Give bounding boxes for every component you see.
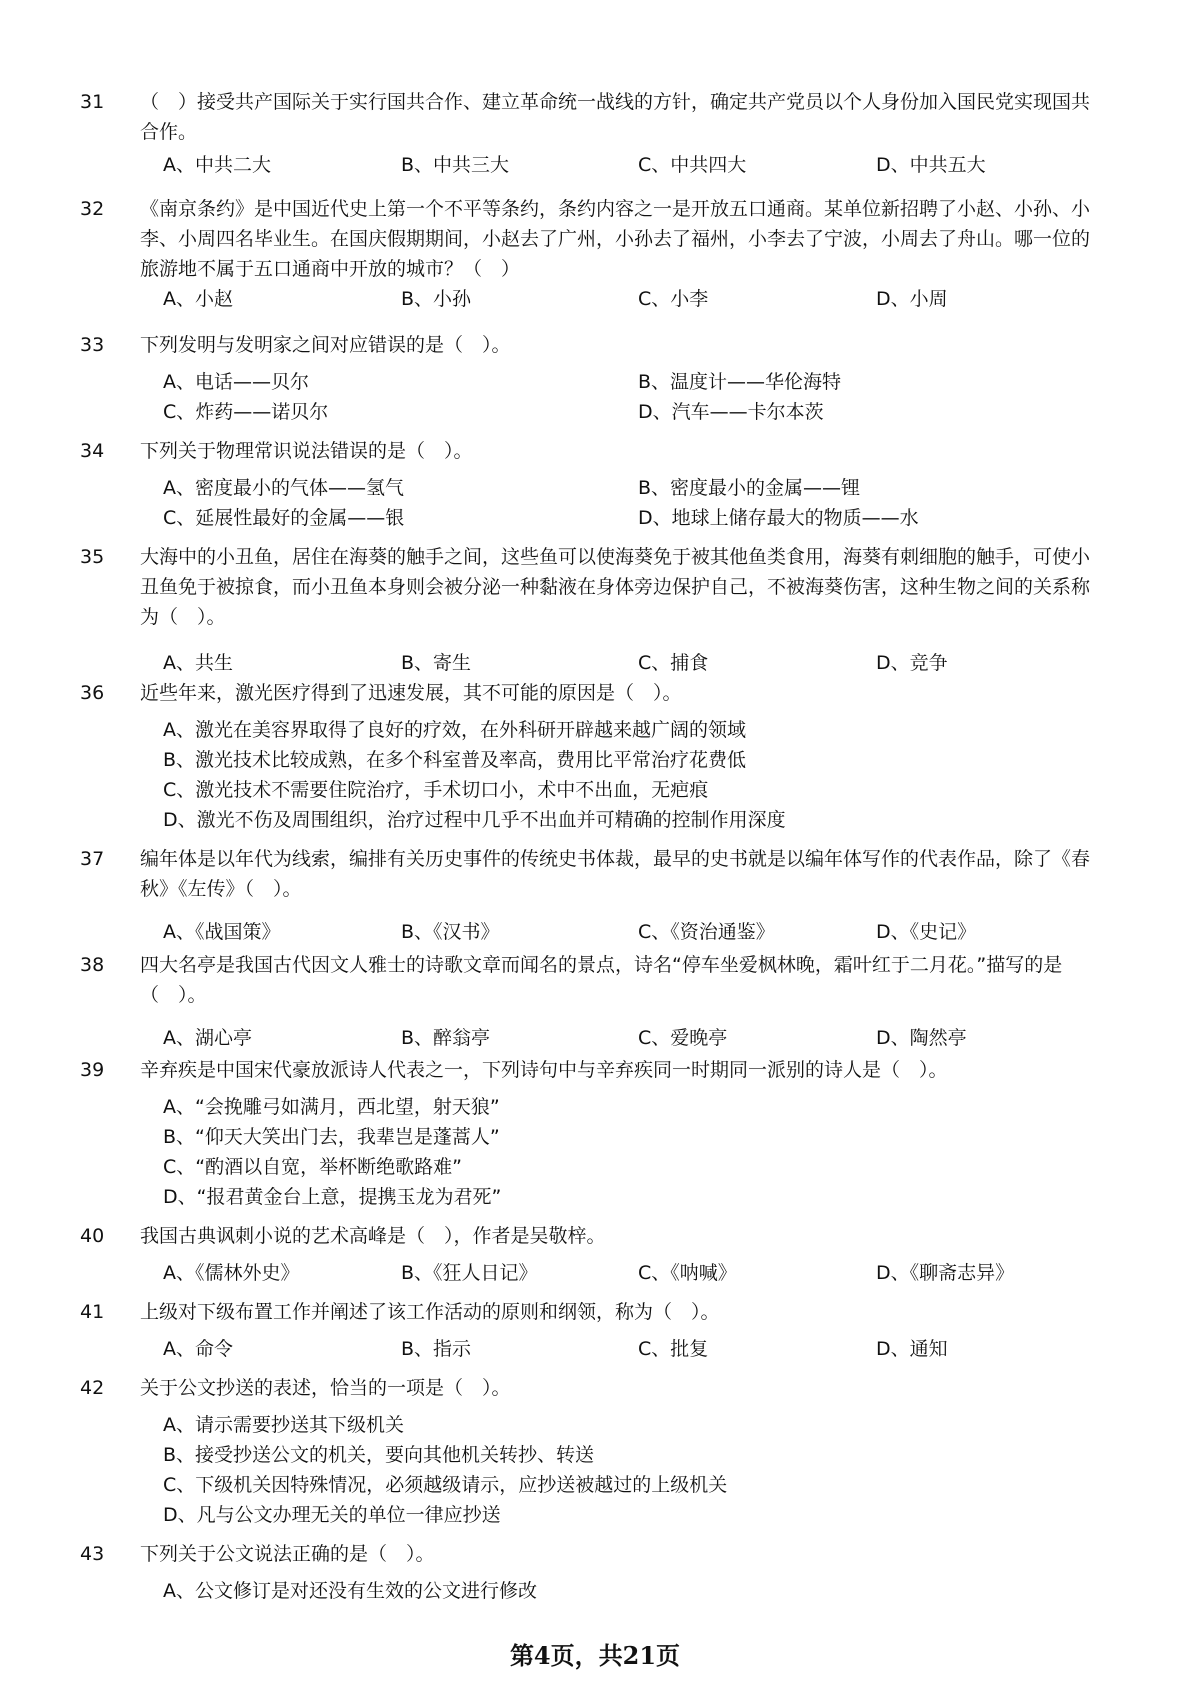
question-number: 32: [80, 198, 105, 220]
option-a: A、密度最小的气体——氢气: [163, 477, 404, 499]
question-number: 36: [80, 682, 105, 704]
option-b: B、温度计——华伦海特: [638, 371, 842, 393]
option-a: A、共生: [163, 652, 233, 674]
question-stem: 《南京条约》是中国近代史上第一个不平等条约，条约内容之一是开放五口通商。某单位新招聘了小赵、小孙、小李、小周四名毕业生。在国庆假期期间，小赵去了广州，小孙去了福州，小李去了宁波，小周去了舟山。哪一位的旅游地不属于五口通商中开放的城市？（ ）: [140, 198, 1091, 280]
option-b: B、《汉书》: [401, 921, 500, 943]
option-d: D、“报君黄金台上意，提携玉龙为君死”: [163, 1186, 502, 1208]
option-c: C、激光技术不需要住院治疗，手术切口小，术中不出血，无疤痕: [163, 779, 709, 801]
option-b: B、醉翁亭: [401, 1027, 491, 1049]
option-a: A、中共二大: [163, 154, 271, 176]
option-d: D、汽车——卡尔本茨: [638, 401, 824, 423]
question-number: 41: [80, 1301, 105, 1323]
option-d: D、《聊斋志异》: [876, 1262, 1015, 1284]
question-number: 34: [80, 440, 105, 462]
option-a: A、公文修订是对还没有生效的公文进行修改: [163, 1580, 537, 1602]
option-b: B、中共三大: [401, 154, 510, 176]
question-number: 40: [80, 1225, 105, 1247]
option-d: D、《史记》: [876, 921, 977, 943]
question-stem: （ ）接受共产国际关于实行国共合作、建立革命统一战线的方针，确定共产党员以个人身份加入国民党实现国共合作。: [140, 91, 1091, 143]
question-number: 37: [80, 848, 105, 870]
option-a: A、《战国策》: [163, 921, 281, 943]
question-stem: 上级对下级布置工作并阐述了该工作活动的原则和纲领，称为（ ）。: [140, 1301, 720, 1323]
question-stem: 下列关于物理常识说法错误的是（ ）。: [140, 440, 473, 462]
question-stem: 下列发明与发明家之间对应错误的是（ ）。: [140, 334, 511, 356]
option-c: C、延展性最好的金属——银: [163, 507, 405, 529]
option-d: D、陶然亭: [876, 1027, 967, 1049]
option-a: A、《儒林外史》: [163, 1262, 300, 1284]
option-d: D、小周: [876, 288, 948, 310]
option-b: B、小孙: [401, 288, 472, 310]
question-number: 31: [80, 91, 105, 113]
option-c: C、中共四大: [638, 154, 747, 176]
option-b: B、《狂人日记》: [401, 1262, 538, 1284]
option-b: B、寄生: [401, 652, 472, 674]
option-c: C、爱晚亭: [638, 1027, 728, 1049]
question-number: 33: [80, 334, 105, 356]
option-c: C、小李: [638, 288, 709, 310]
option-c: C、批复: [638, 1338, 709, 1360]
option-c: C、下级机关因特殊情况，必须越级请示，应抄送被越过的上级机关: [163, 1474, 728, 1496]
option-d: D、通知: [876, 1338, 948, 1360]
question-number: 39: [80, 1059, 105, 1081]
option-c: C、炸药——诺贝尔: [163, 401, 329, 423]
option-b: B、“仰天大笑出门去，我辈岂是蓬蒿人”: [163, 1126, 500, 1148]
option-a: A、“会挽雕弓如满月，西北望，射天狼”: [163, 1096, 500, 1118]
option-a: A、激光在美容界取得了良好的疗效，在外科研开辟越来越广阔的领域: [163, 719, 746, 741]
option-a: A、湖心亭: [163, 1027, 252, 1049]
question-stem: 关于公文抄送的表述，恰当的一项是（ ）。: [140, 1377, 511, 1399]
option-d: D、地球上储存最大的物质——水: [638, 507, 919, 529]
option-c: C、“酌酒以自宽，举杯断绝歌路难”: [163, 1156, 462, 1178]
question-stem: 辛弃疾是中国宋代豪放派诗人代表之一，下列诗句中与辛弃疾同一时期同一派别的诗人是（ ）。: [140, 1059, 948, 1081]
option-b: B、接受抄送公文的机关，要向其他机关转抄、转送: [163, 1444, 595, 1466]
option-b: B、密度最小的金属——锂: [638, 477, 861, 499]
option-c: C、《资治通鉴》: [638, 921, 775, 943]
option-a: A、小赵: [163, 288, 233, 310]
question-number: 43: [80, 1543, 105, 1565]
question-stem: 大海中的小丑鱼，居住在海葵的触手之间，这些鱼可以使海葵免于被其他鱼类食用，海葵有刺细胞的触手，可使小丑鱼免于被掠食，而小丑鱼本身则会被分泌一种黏液在身体旁边保护自己，不被海葵伤害，这种生物之间的关系称为（ ）。: [140, 546, 1091, 628]
question-stem: 四大名亭是我国古代因文人雅士的诗歌文章而闻名的景点，诗名“停车坐爱枫林晚，霜叶红于二月花。”描写的是（ ）。: [140, 954, 1063, 1006]
question-stem: 下列关于公文说法正确的是（ ）。: [140, 1543, 435, 1565]
question-number: 42: [80, 1377, 105, 1399]
option-a: A、命令: [163, 1338, 233, 1360]
option-a: A、请示需要抄送其下级机关: [163, 1414, 404, 1436]
option-d: D、中共五大: [876, 154, 986, 176]
option-d: D、竞争: [876, 652, 948, 674]
option-c: C、捕食: [638, 652, 709, 674]
option-d: D、凡与公文办理无关的单位一律应抄送: [163, 1504, 501, 1526]
question-stem: 我国古典讽刺小说的艺术高峰是（ ），作者是吴敬梓。: [140, 1225, 606, 1247]
option-c: C、《呐喊》: [638, 1262, 737, 1284]
option-b: B、激光技术比较成熟，在多个科室普及率高，费用比平常治疗花费低: [163, 749, 747, 771]
option-d: D、激光不伤及周围组织，治疗过程中几乎不出血并可精确的控制作用深度: [163, 809, 786, 831]
option-b: B、指示: [401, 1338, 472, 1360]
question-number: 38: [80, 954, 105, 976]
question-stem: 近些年来，激光医疗得到了迅速发展，其不可能的原因是（ ）。: [140, 682, 682, 704]
question-stem: 编年体是以年代为线索，编排有关历史事件的传统史书体裁，最早的史书就是以编年体写作的代表作品，除了《春秋》《左传》（ ）。: [140, 848, 1091, 900]
question-number: 35: [80, 546, 105, 568]
option-a: A、电话——贝尔: [163, 371, 309, 393]
page-footer: 第4页，共21页: [509, 1641, 681, 1670]
